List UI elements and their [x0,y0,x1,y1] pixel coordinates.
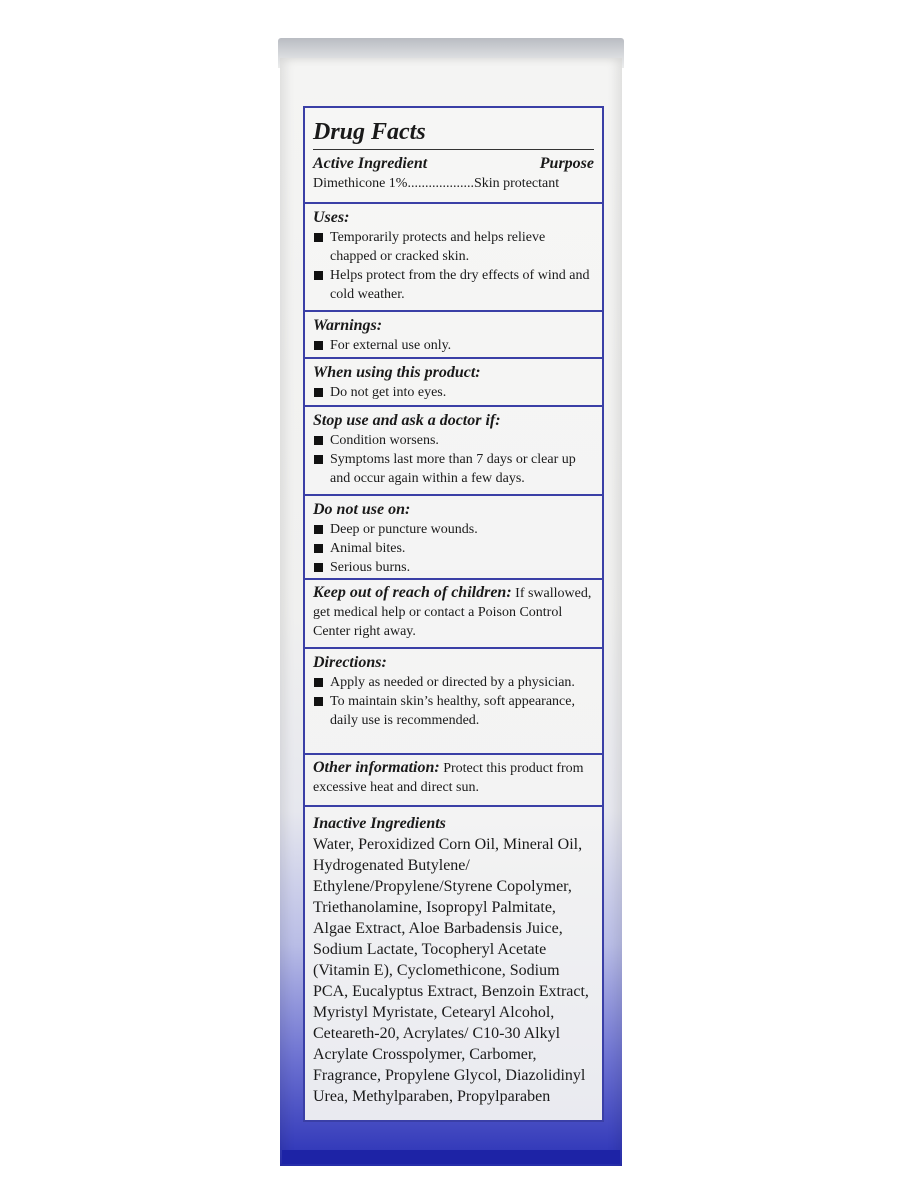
do-not-use-heading: Do not use on: [313,501,411,518]
other-info-text: Protect this product from excessive heat and direct sun. [313,761,584,795]
stop-use-section [305,407,602,496]
inactive-ingredients-list: Water, Peroxidized Corn Oil, Mineral Oil, Hydrogenated Butylene/ Ethylene/Propylene/Styrene Copolymer, Triethanolamine, Isopropyl Palmitate, Algae Extract, Aloe Barbadensis Juice, Sodium Lactate, Tocopheryl Acetate (Vitamin E), Cyclomethicone, Sodium PCA, Eucalyptus Extract, Benzoin Extract, Myristyl Myristate, Cetearyl Alcohol, Ceteareth-20, Acrylates/ C10-30 Alkyl Acrylate Crosspolymer, Carbomer, Fragrance, Propylene Glycol, Diazolidinyl Urea, Methylparaben, Propylparaben [313,836,589,1105]
box-bottom-edge [282,1150,620,1164]
directions-section [305,649,602,755]
title-rule [313,149,594,150]
warnings-heading: Warnings: [313,317,383,334]
bullet-square-icon [314,388,323,397]
when-using-section [305,359,602,407]
drug-facts-header-section [305,108,602,204]
list-item: Symptoms last more than 7 days or clear up and occur again within a few days. [313,450,594,488]
uses-section [305,204,602,312]
list-item: To maintain skin’s healthy, soft appearance, daily use is recommended. [313,692,594,730]
inactive-ingredients-section [305,807,602,1111]
list-item: For external use only. [313,336,594,355]
list-item: Apply as needed or directed by a physician. [313,673,594,692]
bullet-square-icon [314,678,323,687]
inactive-ingredients-heading: Inactive Ingredients [313,815,446,832]
bullet-square-icon [314,525,323,534]
list-item: Deep or puncture wounds. [313,520,594,539]
stop-use-heading: Stop use and ask a doctor if: [313,412,501,429]
bullet-square-icon [314,436,323,445]
bullet-square-icon [314,697,323,706]
drug-facts-title: Drug Facts [313,119,426,145]
keep-out-section [305,580,602,649]
active-purpose-header-row [313,153,594,174]
when-using-heading: When using this product: [313,364,481,381]
keep-out-heading: Keep out of reach of children: [313,584,512,601]
other-info-heading: Other information: [313,759,440,776]
list-item: Serious burns. [313,558,594,577]
list-item: Do not get into eyes. [313,383,594,402]
do-not-use-section [305,496,602,580]
purpose-header: Purpose [539,155,594,172]
directions-heading: Directions: [313,654,387,671]
list-item: Temporarily protects and helps relieve chapped or cracked skin. [313,228,594,266]
keep-out-text: If swallowed, get medical help or contact a Poison Control Center right away. [313,586,592,639]
bullet-square-icon [314,455,323,464]
list-item: Animal bites. [313,539,594,558]
bullet-square-icon [314,271,323,280]
bullet-square-icon [314,341,323,350]
list-item: Condition worsens. [313,431,594,450]
bullet-square-icon [314,563,323,572]
uses-heading: Uses: [313,209,350,226]
bullet-square-icon [314,233,323,242]
drug-facts-panel [303,106,604,1122]
active-ingredient-header: Active Ingredient [313,155,428,172]
other-info-section [305,755,602,807]
list-item: Helps protect from the dry effects of wind and cold weather. [313,266,594,304]
active-ingredient-line: Dimethicone 1%...................Skin protectant [313,176,560,191]
bullet-square-icon [314,544,323,553]
warnings-section [305,312,602,359]
